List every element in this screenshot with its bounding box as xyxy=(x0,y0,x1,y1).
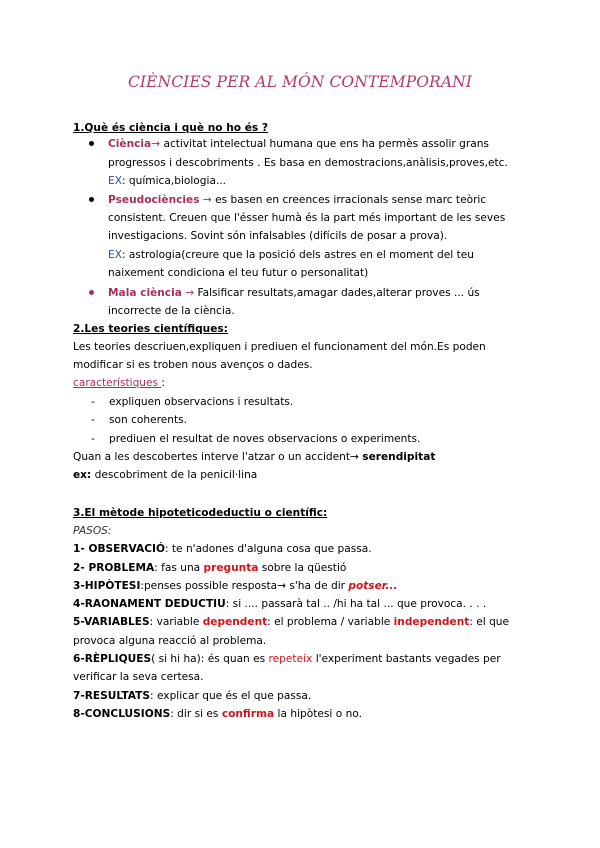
section2-paragraph-line2: modificar si es troben nous avenços o dades. xyxy=(73,359,313,371)
step-repliques: 6-RÈPLIQUES( si hi ha): és quan es repeteix l'experiment bastants vegades per xyxy=(73,653,501,665)
item-pseudociencies-example-line2: naixement condiciona el teu futur o personalitat) xyxy=(108,267,369,279)
list-item: expliquen observacions i resultats. xyxy=(109,396,294,408)
bullet-icon xyxy=(89,141,94,146)
term-pseudociencies: Pseudociències xyxy=(108,194,200,206)
step-hipotesi: 3-HIPÒTESI:penses possible resposta→ s'ha de dir potser... xyxy=(73,580,398,592)
dash-icon: - xyxy=(91,414,95,426)
bullet-icon xyxy=(89,197,94,202)
section2-heading: 2.Les teories científiques: xyxy=(73,323,228,335)
item-pseudociencies-line3: investigacions. Sovint són infalsables (difícils de posar a prova). xyxy=(108,230,448,242)
page-title: CIÈNCIES PER AL MÓN CONTEMPORANI xyxy=(127,73,473,91)
step-variables: 5-VARIABLES: variable dependent: el problema / variable independent: el que xyxy=(73,616,510,628)
step-observacio: 1- OBSERVACIÓ: te n'adones d'alguna cosa que passa. xyxy=(73,543,372,555)
item-pseudociencies: Pseudociències → es basen en creences irracionals sense marc teòric xyxy=(108,194,487,206)
section1-heading: 1.Què és ciència i què no ho és ? xyxy=(73,122,269,134)
term-ciencia: Ciència xyxy=(108,138,152,150)
item-mala-ciencia-line2: incorrecte de la ciència. xyxy=(108,305,235,317)
item-pseudociencies-line2: consistent. Creuen que l'ésser humà és la part més important de les seves xyxy=(108,212,506,224)
pasos-label: PASOS: xyxy=(73,525,112,537)
step-resultats: 7-RESULTATS: explicar que és el que passa. xyxy=(73,690,312,702)
step-problema: 2- PROBLEMA: fas una pregunta sobre la qüestió xyxy=(73,562,347,574)
bullet-icon xyxy=(89,290,94,295)
dash-icon: - xyxy=(91,396,95,408)
step-conclusions: 8-CONCLUSIONS: dir si es confirma la hipòtesi o no. xyxy=(73,708,362,720)
characteristics-label: característiques : xyxy=(73,377,165,389)
section3-heading: 3.El mètode hipoteticodeductiu o científic: xyxy=(73,507,328,519)
dash-icon: - xyxy=(91,433,95,445)
item-ciencia-example: EX: química,biologia... xyxy=(108,175,227,187)
item-ciencia-line2: progressos i descobriments . Es basa en demostracions,anàlisis,proves,etc. xyxy=(108,157,508,169)
term-mala-ciencia: Mala ciència xyxy=(108,287,182,299)
item-ciencia: Ciència→ activitat intelectual humana que ens ha permès assolir grans xyxy=(108,138,489,150)
section2-paragraph: Les teories descriuen,expliquen i prediuen el funcionament del món.Es poden xyxy=(73,341,486,353)
list-item: son coherents. xyxy=(109,414,188,426)
serendipity-example: ex: descobriment de la penicil·lina xyxy=(73,469,258,481)
item-mala-ciencia: Mala ciència → Falsificar resultats,amagar dades,alterar proves ... ús xyxy=(108,287,480,299)
step-variables-line2: provoca alguna reacció al problema. xyxy=(73,635,267,647)
step-repliques-line2: verificar la seva certesa. xyxy=(73,671,204,683)
serendipity-line: Quan a les descobertes interve l'atzar o un accident→ serendipitat xyxy=(73,451,436,463)
list-item: prediuen el resultat de noves observacions o experiments. xyxy=(109,433,421,445)
step-raonament: 4-RAONAMENT DEDUCTIU: si .... passarà tal .. /hi ha tal ... que provoca. . . . xyxy=(73,598,487,610)
item-pseudociencies-example: EX: astrologia(creure que la posició dels astres en el moment del teu xyxy=(108,249,474,261)
